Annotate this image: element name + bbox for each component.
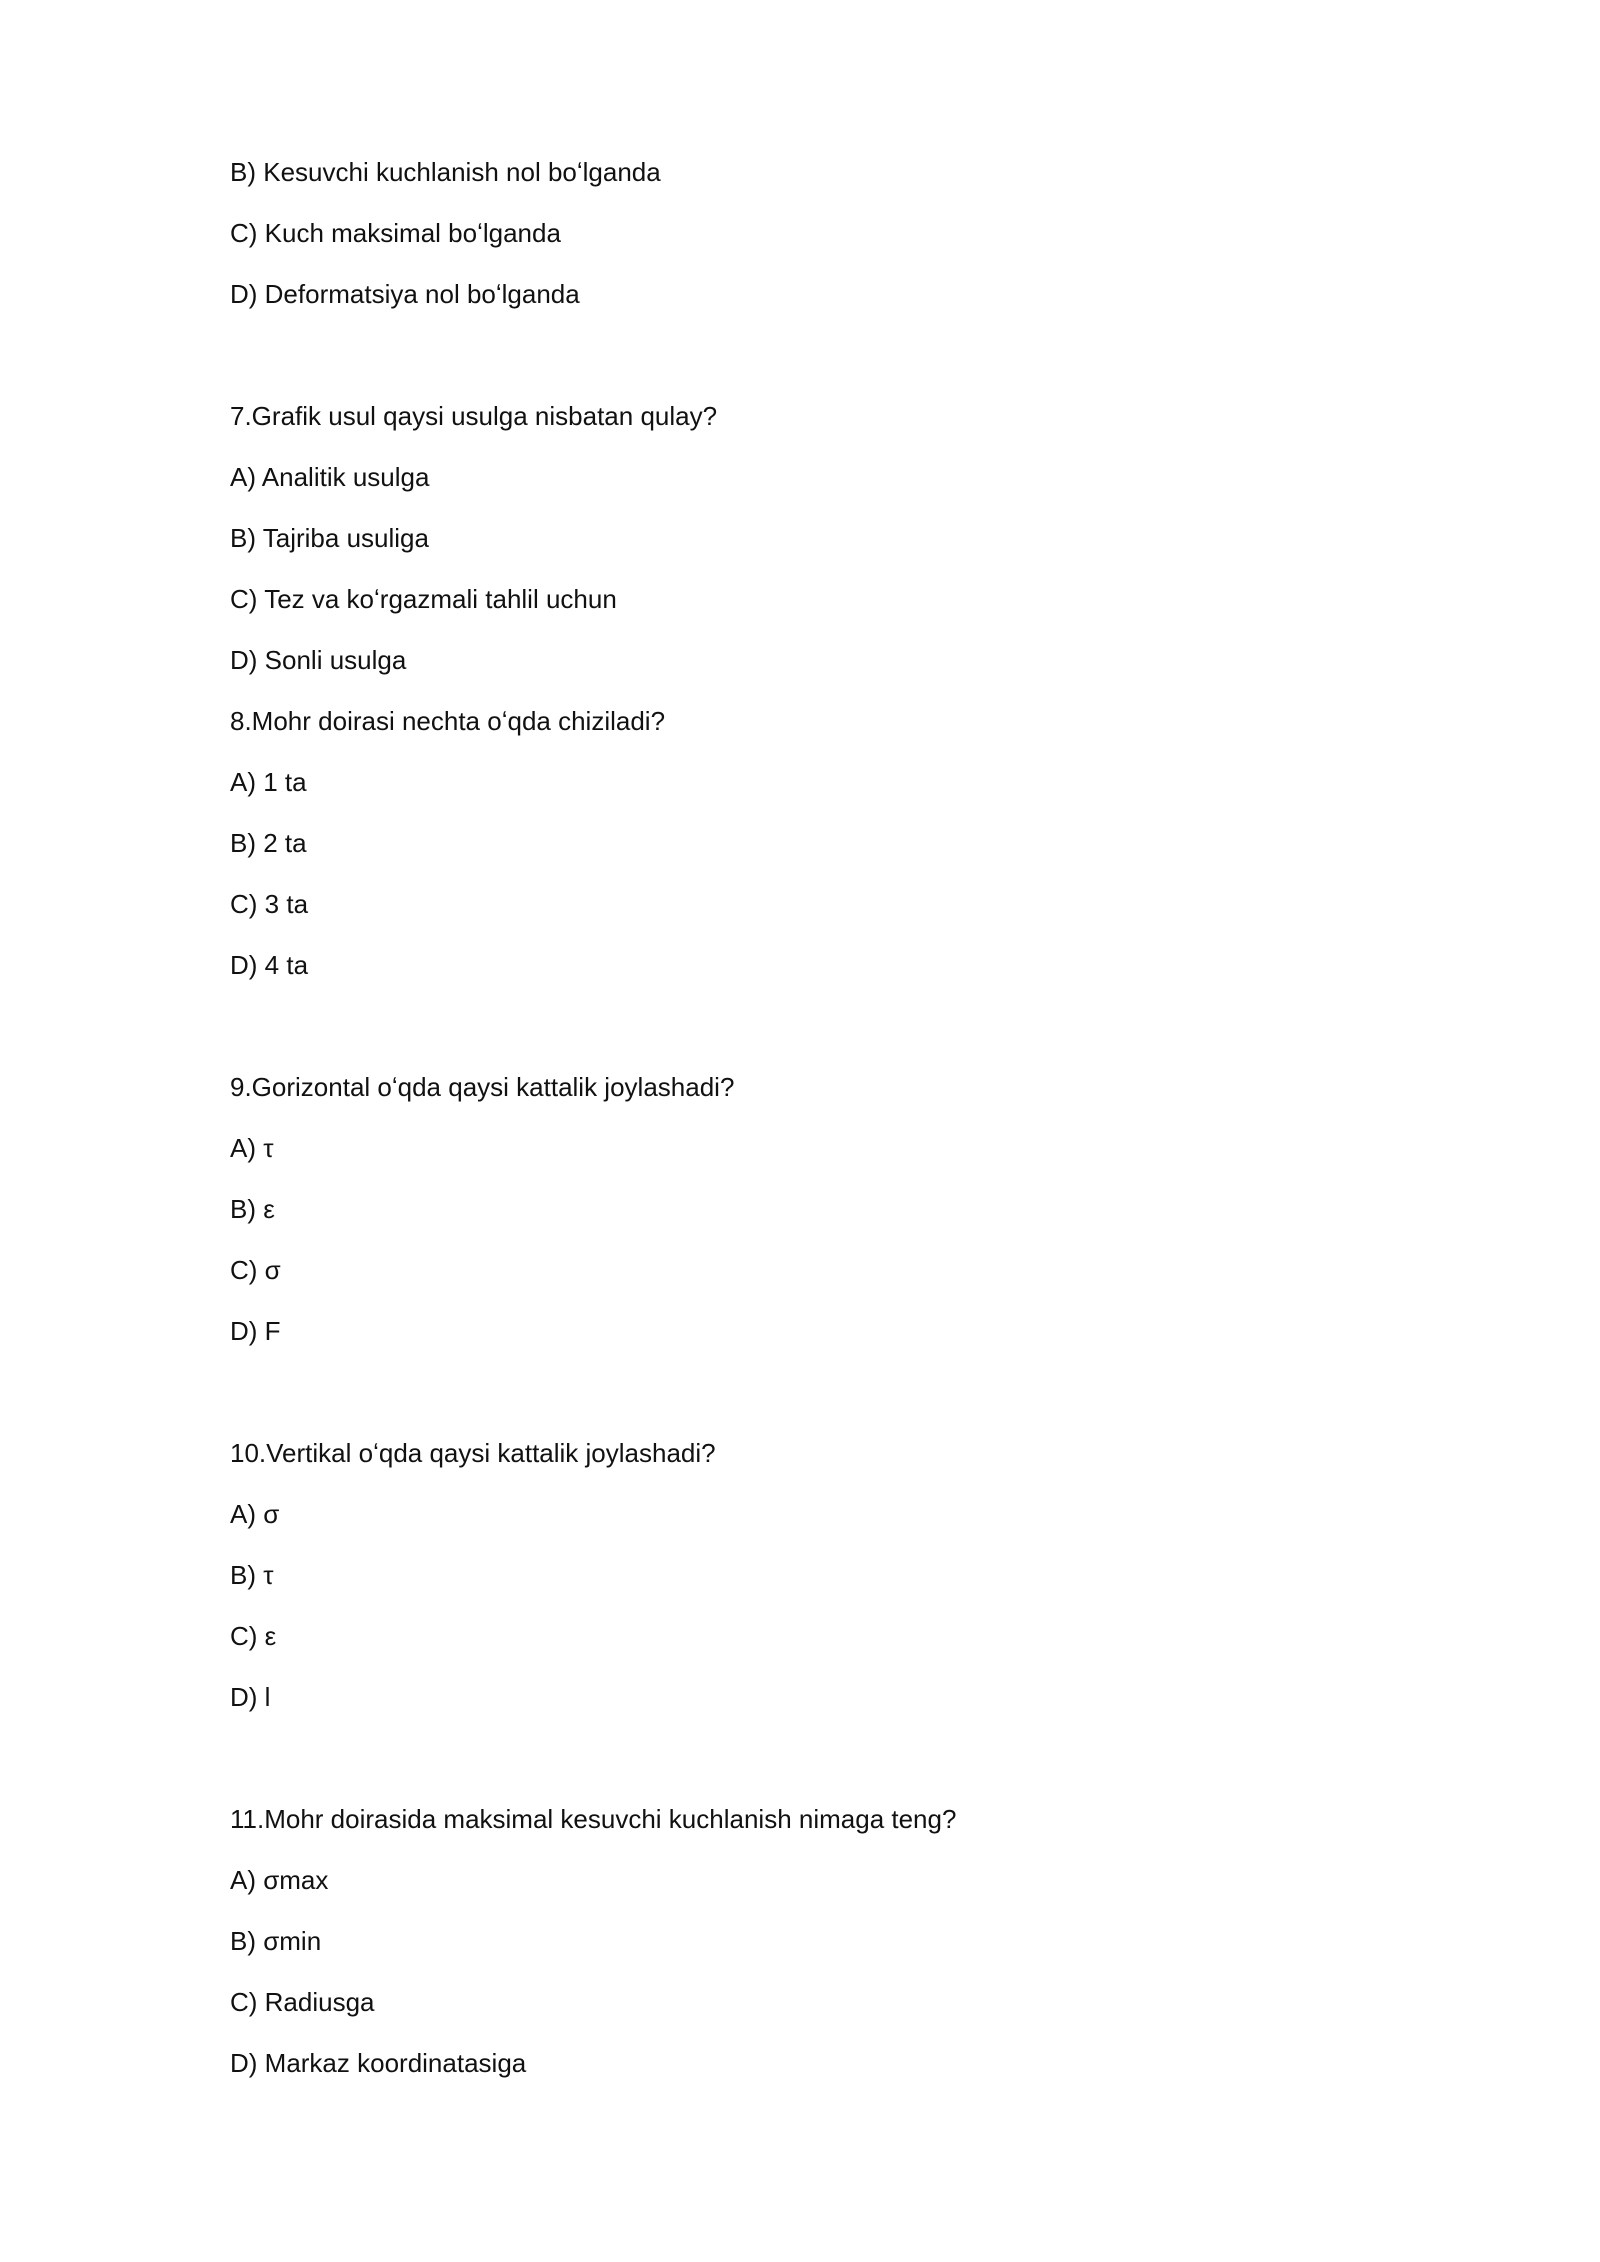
answer-option-line: C) Kuch maksimal boʻlganda <box>230 218 561 248</box>
answer-option-line: C) Tez va koʻrgazmali tahlil uchun <box>230 584 617 614</box>
answer-option-line: A) Analitik usulga <box>230 462 430 492</box>
answer-option-line: D) l <box>230 1682 271 1712</box>
answer-option-line: B) Tajriba usuliga <box>230 523 429 553</box>
question-line: 10.Vertikal oʻqda qaysi kattalik joylashadi? <box>230 1438 716 1468</box>
answer-option-line: B) σmin <box>230 1926 322 1956</box>
answer-option-line: A) σ <box>230 1499 280 1529</box>
answer-option-line: C) ε <box>230 1621 277 1651</box>
answer-option-line: C) Radiusga <box>230 1987 375 2017</box>
answer-option-line: C) 3 ta <box>230 889 309 919</box>
question-line: 11.Mohr doirasida maksimal kesuvchi kuchlanish nimaga teng? <box>230 1804 957 1834</box>
answer-option-line: D) Sonli usulga <box>230 645 407 675</box>
question-line: 9.Gorizontal oʻqda qaysi kattalik joylashadi? <box>230 1072 735 1102</box>
answer-option-line: C) σ <box>230 1255 281 1285</box>
answer-option-line: A) τ <box>230 1133 274 1163</box>
answer-option-line: D) Deformatsiya nol boʻlganda <box>230 279 580 309</box>
answer-option-line: D) F <box>230 1316 281 1346</box>
answer-option-line: D) 4 ta <box>230 950 309 980</box>
answer-option-line: B) 2 ta <box>230 828 307 858</box>
question-line: 7.Grafik usul qaysi usulga nisbatan qulay? <box>230 401 718 431</box>
answer-option-line: A) 1 ta <box>230 767 307 797</box>
question-line: 8.Mohr doirasi nechta oʻqda chiziladi? <box>230 706 666 736</box>
answer-option-line: B) Kesuvchi kuchlanish nol boʻlganda <box>230 157 661 187</box>
answer-option-line: B) τ <box>230 1560 274 1590</box>
answer-option-line: B) ε <box>230 1194 275 1224</box>
answer-option-line: A) σmax <box>230 1865 329 1895</box>
answer-option-line: D) Markaz koordinatasiga <box>230 2048 527 2078</box>
